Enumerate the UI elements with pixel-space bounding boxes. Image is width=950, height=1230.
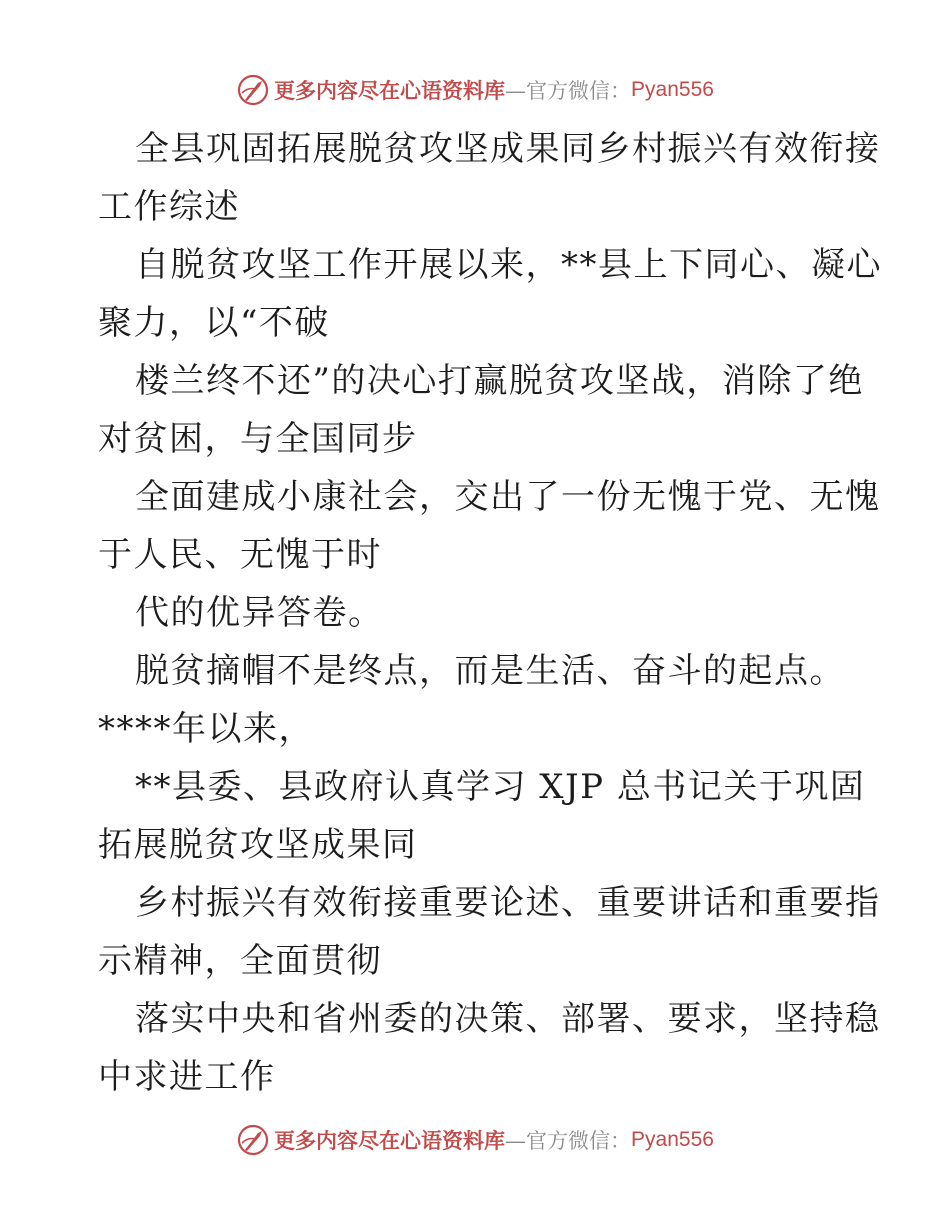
paragraph-line: ****年以来， [98, 709, 314, 749]
document-title-line-1: 全县巩固拓展脱贫攻坚成果同乡村振兴有效衔接 [135, 129, 881, 169]
paragraph-line: 示精神，全面贯彻 [98, 941, 382, 981]
paragraph-line: 拓展脱贫攻坚成果同 [98, 825, 418, 865]
header-banner [0, 70, 950, 110]
footer-banner [0, 1120, 950, 1160]
paragraph-line: 对贫困，与全国同步 [98, 419, 418, 459]
paragraph-line: 楼兰终不还”的决心打赢脱贫攻坚战，消除了绝 [135, 361, 864, 401]
paragraph-line: 全面建成小康社会，交出了一份无愧于党、无愧 [135, 477, 881, 517]
banner-wechat-id: Pyan556 [631, 1128, 714, 1151]
paragraph-line: 乡村振兴有效衔接重要论述、重要讲话和重要指 [135, 883, 881, 923]
document-title-line-2: 工作综述 [98, 187, 240, 227]
paragraph-line: 中求进工作 [98, 1057, 276, 1097]
paragraph-line: 代的优异答卷。 [135, 593, 384, 633]
paragraph-line: 于人民、无愧于时 [98, 535, 382, 575]
banner-title: 更多内容尽在心语资料库 [274, 1128, 506, 1153]
paragraph-line: 脱贫摘帽不是终点，而是生活、奋斗的起点。 [135, 651, 845, 691]
quill-pen-logo-icon [236, 73, 270, 107]
banner-wechat-label: —官方微信： [505, 79, 632, 103]
paragraph-line: **县委、县政府认真学习 XJP 总书记关于巩固 [135, 767, 866, 807]
banner-wechat-id: Pyan556 [631, 78, 714, 101]
banner-wechat-label: —官方微信： [505, 1129, 632, 1153]
paragraph-line: 自脱贫攻坚工作开展以来，**县上下同心、凝心 [135, 245, 882, 285]
banner-title: 更多内容尽在心语资料库 [274, 78, 506, 103]
paragraph-line: 聚力，以“不破 [98, 303, 330, 343]
paragraph-line: 落实中央和省州委的决策、部署、要求，坚持稳 [135, 999, 881, 1039]
quill-pen-logo-icon [236, 1123, 270, 1157]
